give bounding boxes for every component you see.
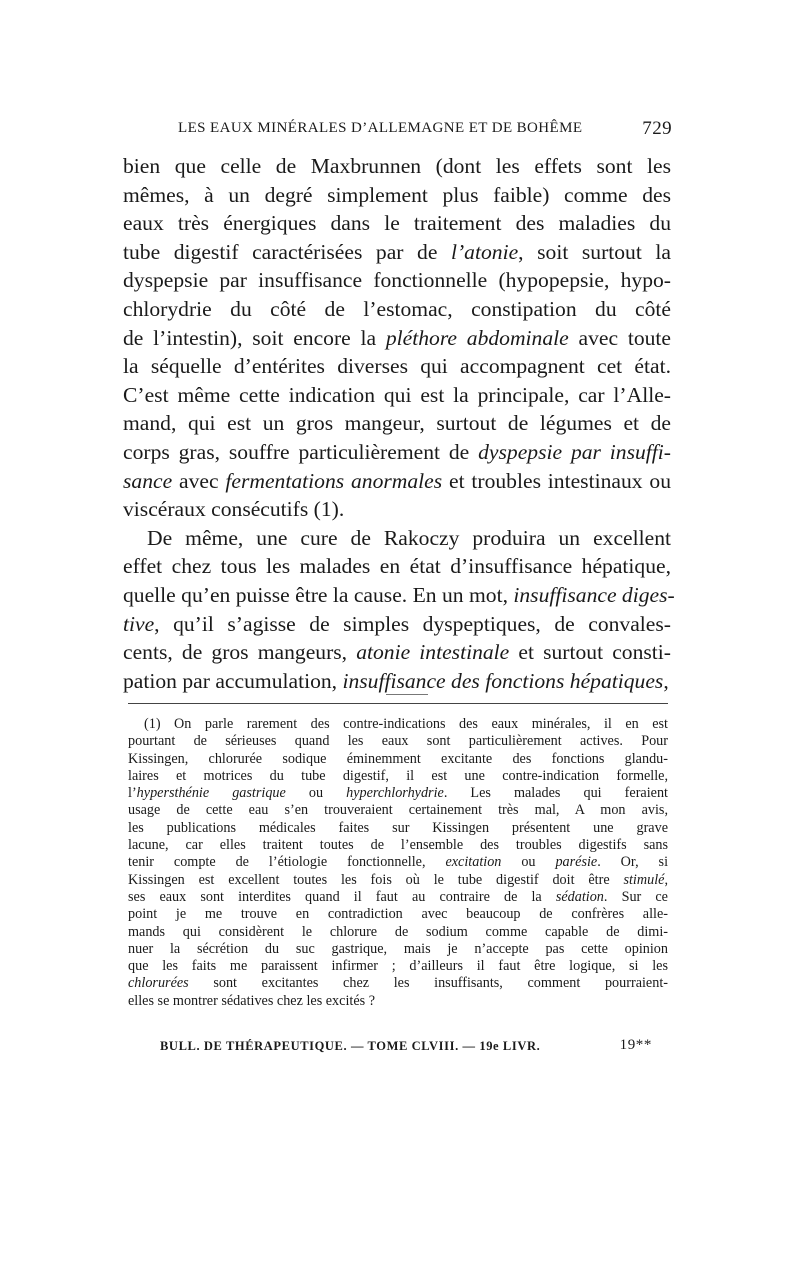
italic-text: insuffisance diges- bbox=[513, 582, 675, 607]
text-line bbox=[123, 524, 671, 553]
text-run: (1) On parle rarement des contre-indications des eaux minérales, il en est bbox=[144, 716, 668, 732]
text-run: . Or, si bbox=[597, 854, 669, 871]
text-run: les publications médicales faites sur Kissingen présentent une grave bbox=[128, 819, 668, 836]
text-run: mand, qui est un gros mangeur, surtout de légumes et de bbox=[123, 411, 671, 436]
footnote-line bbox=[128, 872, 668, 889]
text-line bbox=[123, 381, 671, 410]
italic-text: sédation bbox=[555, 888, 604, 905]
text-run: sont excitantes chez les insuffisants, comment pourraient- bbox=[188, 975, 668, 992]
text-line bbox=[123, 352, 671, 381]
page-footer bbox=[160, 1037, 652, 1057]
italic-text: parésie bbox=[555, 854, 598, 871]
text-run: De même, une cure de Rakoczy produira un excellent bbox=[147, 525, 671, 550]
text-line bbox=[123, 209, 671, 238]
italic-text: excitation bbox=[445, 854, 502, 871]
text-run: point je me trouve en contradiction avec beaucoup de confrères alle- bbox=[128, 906, 668, 923]
text-run: . Sur ce bbox=[603, 888, 668, 905]
italic-text: tive bbox=[123, 611, 155, 636]
page-number: 729 bbox=[642, 118, 672, 139]
text-run: usage de cette eau s’en trouveraient certainement très mal, A mon avis, bbox=[128, 802, 668, 819]
text-line bbox=[123, 581, 675, 610]
text-run: la séquelle d’entérites diverses qui accompagnent cet état. bbox=[123, 354, 671, 379]
footnote-line bbox=[128, 802, 668, 819]
text-run: viscéraux consécutifs (1). bbox=[123, 497, 345, 522]
text-run: C’est même cette indication qui est la principale, car l’Alle- bbox=[123, 382, 671, 407]
footnote-line bbox=[128, 889, 668, 906]
footnote bbox=[128, 716, 668, 1010]
text-run: cents, de gros mangeurs, bbox=[123, 640, 357, 665]
text-run: , qu’il s’agisse de simples dyspeptiques, de convales- bbox=[154, 611, 671, 636]
text-run: de l’intestin), soit encore la bbox=[123, 325, 386, 350]
footnote-line bbox=[128, 733, 668, 750]
text-run: . Les malades qui feraient bbox=[443, 785, 668, 802]
footnote-line bbox=[128, 854, 668, 871]
text-run: pation par accumulation, bbox=[123, 668, 343, 693]
text-run: avec toute bbox=[568, 325, 671, 350]
text-run: tenir compte de l’étiologie fonctionnelle, bbox=[128, 854, 446, 871]
italic-text: fermentations anormales bbox=[225, 468, 443, 493]
text-line bbox=[123, 295, 671, 324]
text-run: Kissingen, chlorurée sodique éminemment excitante des fonctions glandu- bbox=[128, 750, 668, 767]
text-run: Kissingen est excellent toutes les fois où le tube digestif doit être bbox=[128, 871, 624, 888]
text-run: , bbox=[663, 668, 669, 693]
italic-text: pléthore abdominale bbox=[385, 325, 569, 350]
text-line bbox=[123, 467, 671, 496]
text-run: et troubles intestinaux ou bbox=[442, 468, 671, 493]
text-run: effet chez tous les malades en état d’insuffisance hépatique, bbox=[123, 554, 671, 579]
footnote-line bbox=[128, 751, 668, 768]
text-line bbox=[123, 610, 671, 639]
text-line bbox=[123, 238, 671, 267]
text-run: mands qui considèrent le chlorure de sodium comme capable de dimi- bbox=[128, 923, 668, 940]
text-run: , bbox=[664, 871, 668, 888]
italic-text: sance bbox=[123, 468, 173, 493]
text-run: bien que celle de Maxbrunnen (dont les effets sont les bbox=[123, 154, 671, 178]
footnote-separator bbox=[128, 703, 668, 704]
text-line bbox=[123, 667, 671, 696]
text-run: pourtant de sérieuses quand les eaux sont particulièrement actives. Pour bbox=[128, 733, 668, 750]
main-text bbox=[123, 152, 675, 695]
italic-text: atonie intestinale bbox=[356, 640, 510, 665]
italic-text: insuffisance des fonctions hépatiques bbox=[342, 668, 664, 693]
text-line bbox=[123, 638, 671, 667]
italic-text: hyperchlorhydrie bbox=[346, 785, 444, 802]
text-run: laires et motrices du tube digestif, il est une contre-indication formelle, bbox=[128, 767, 668, 784]
text-line bbox=[123, 409, 671, 438]
text-run: dyspepsie par insuffisance fonctionnelle (hypopepsie, hypo- bbox=[123, 268, 671, 293]
footnote-line bbox=[128, 958, 668, 975]
footnote-line bbox=[128, 837, 668, 854]
italic-text: chlorurées bbox=[128, 975, 189, 992]
footnote-line bbox=[128, 716, 668, 733]
text-run: avec bbox=[172, 468, 226, 493]
text-run: tube digestif caractérisées par de bbox=[123, 239, 451, 264]
text-run: , soit surtout la bbox=[518, 239, 671, 264]
text-line bbox=[123, 266, 671, 295]
footnote-line bbox=[128, 785, 668, 802]
text-run: mêmes, à un degré simplement plus faible) comme des bbox=[123, 182, 671, 207]
text-run: eaux très énergiques dans le traitement des maladies du bbox=[123, 211, 671, 236]
text-run: l’ bbox=[128, 785, 137, 802]
text-run: chlorydrie du côté de l’estomac, constipation du côté bbox=[123, 296, 671, 321]
text-run: ses eaux sont interdites quand il faut au contraire de la bbox=[128, 888, 556, 905]
running-title: LES EAUX MINÉRALES D’ALLEMAGNE ET DE BOHÊME bbox=[178, 120, 583, 136]
sheet-signature: 19** bbox=[619, 1037, 652, 1053]
footnote-line bbox=[128, 924, 668, 941]
text-run: ou bbox=[285, 785, 347, 802]
text-run: lacune, car elles traitent toutes de l’ensemble des troubles digestifs sans bbox=[128, 837, 668, 854]
footnote-line bbox=[128, 941, 668, 958]
text-run: nuer la sécrétion du suc gastrique, mais je n’accepte pas cette opinion bbox=[128, 940, 668, 957]
text-line bbox=[123, 495, 671, 524]
text-run: que les faits me paraissent infirmer ; d’ailleurs il faut être logique, si les bbox=[128, 958, 668, 975]
footnote-line bbox=[128, 768, 668, 785]
footnote-line bbox=[128, 820, 668, 837]
journal-signature: BULL. DE THÉRAPEUTIQUE. — TOME CLVIII. — 19e LIVR. bbox=[160, 1039, 541, 1053]
text-run: quelle qu’en puisse être la cause. En un mot, bbox=[123, 582, 514, 607]
footnote-line bbox=[128, 975, 668, 992]
text-run: et surtout consti- bbox=[509, 640, 671, 665]
italic-text: l’atonie bbox=[450, 239, 519, 264]
short-rule bbox=[386, 694, 428, 695]
text-line bbox=[123, 438, 671, 467]
italic-text: stimulé bbox=[623, 871, 665, 888]
footnote-line bbox=[128, 993, 668, 1010]
text-run: elles se montrer sédatives chez les excités ? bbox=[128, 992, 375, 1009]
text-line bbox=[123, 152, 671, 181]
text-run: ou bbox=[501, 854, 556, 871]
text-line bbox=[123, 181, 671, 210]
text-line bbox=[123, 324, 671, 353]
italic-text: hypersthénie gastrique bbox=[136, 785, 286, 802]
text-run: corps gras, souffre particulièrement de bbox=[123, 439, 479, 464]
running-header bbox=[178, 118, 672, 142]
footnote-line bbox=[128, 906, 668, 923]
text-line bbox=[123, 552, 671, 581]
italic-text: dyspepsie par insuffi- bbox=[478, 439, 671, 464]
